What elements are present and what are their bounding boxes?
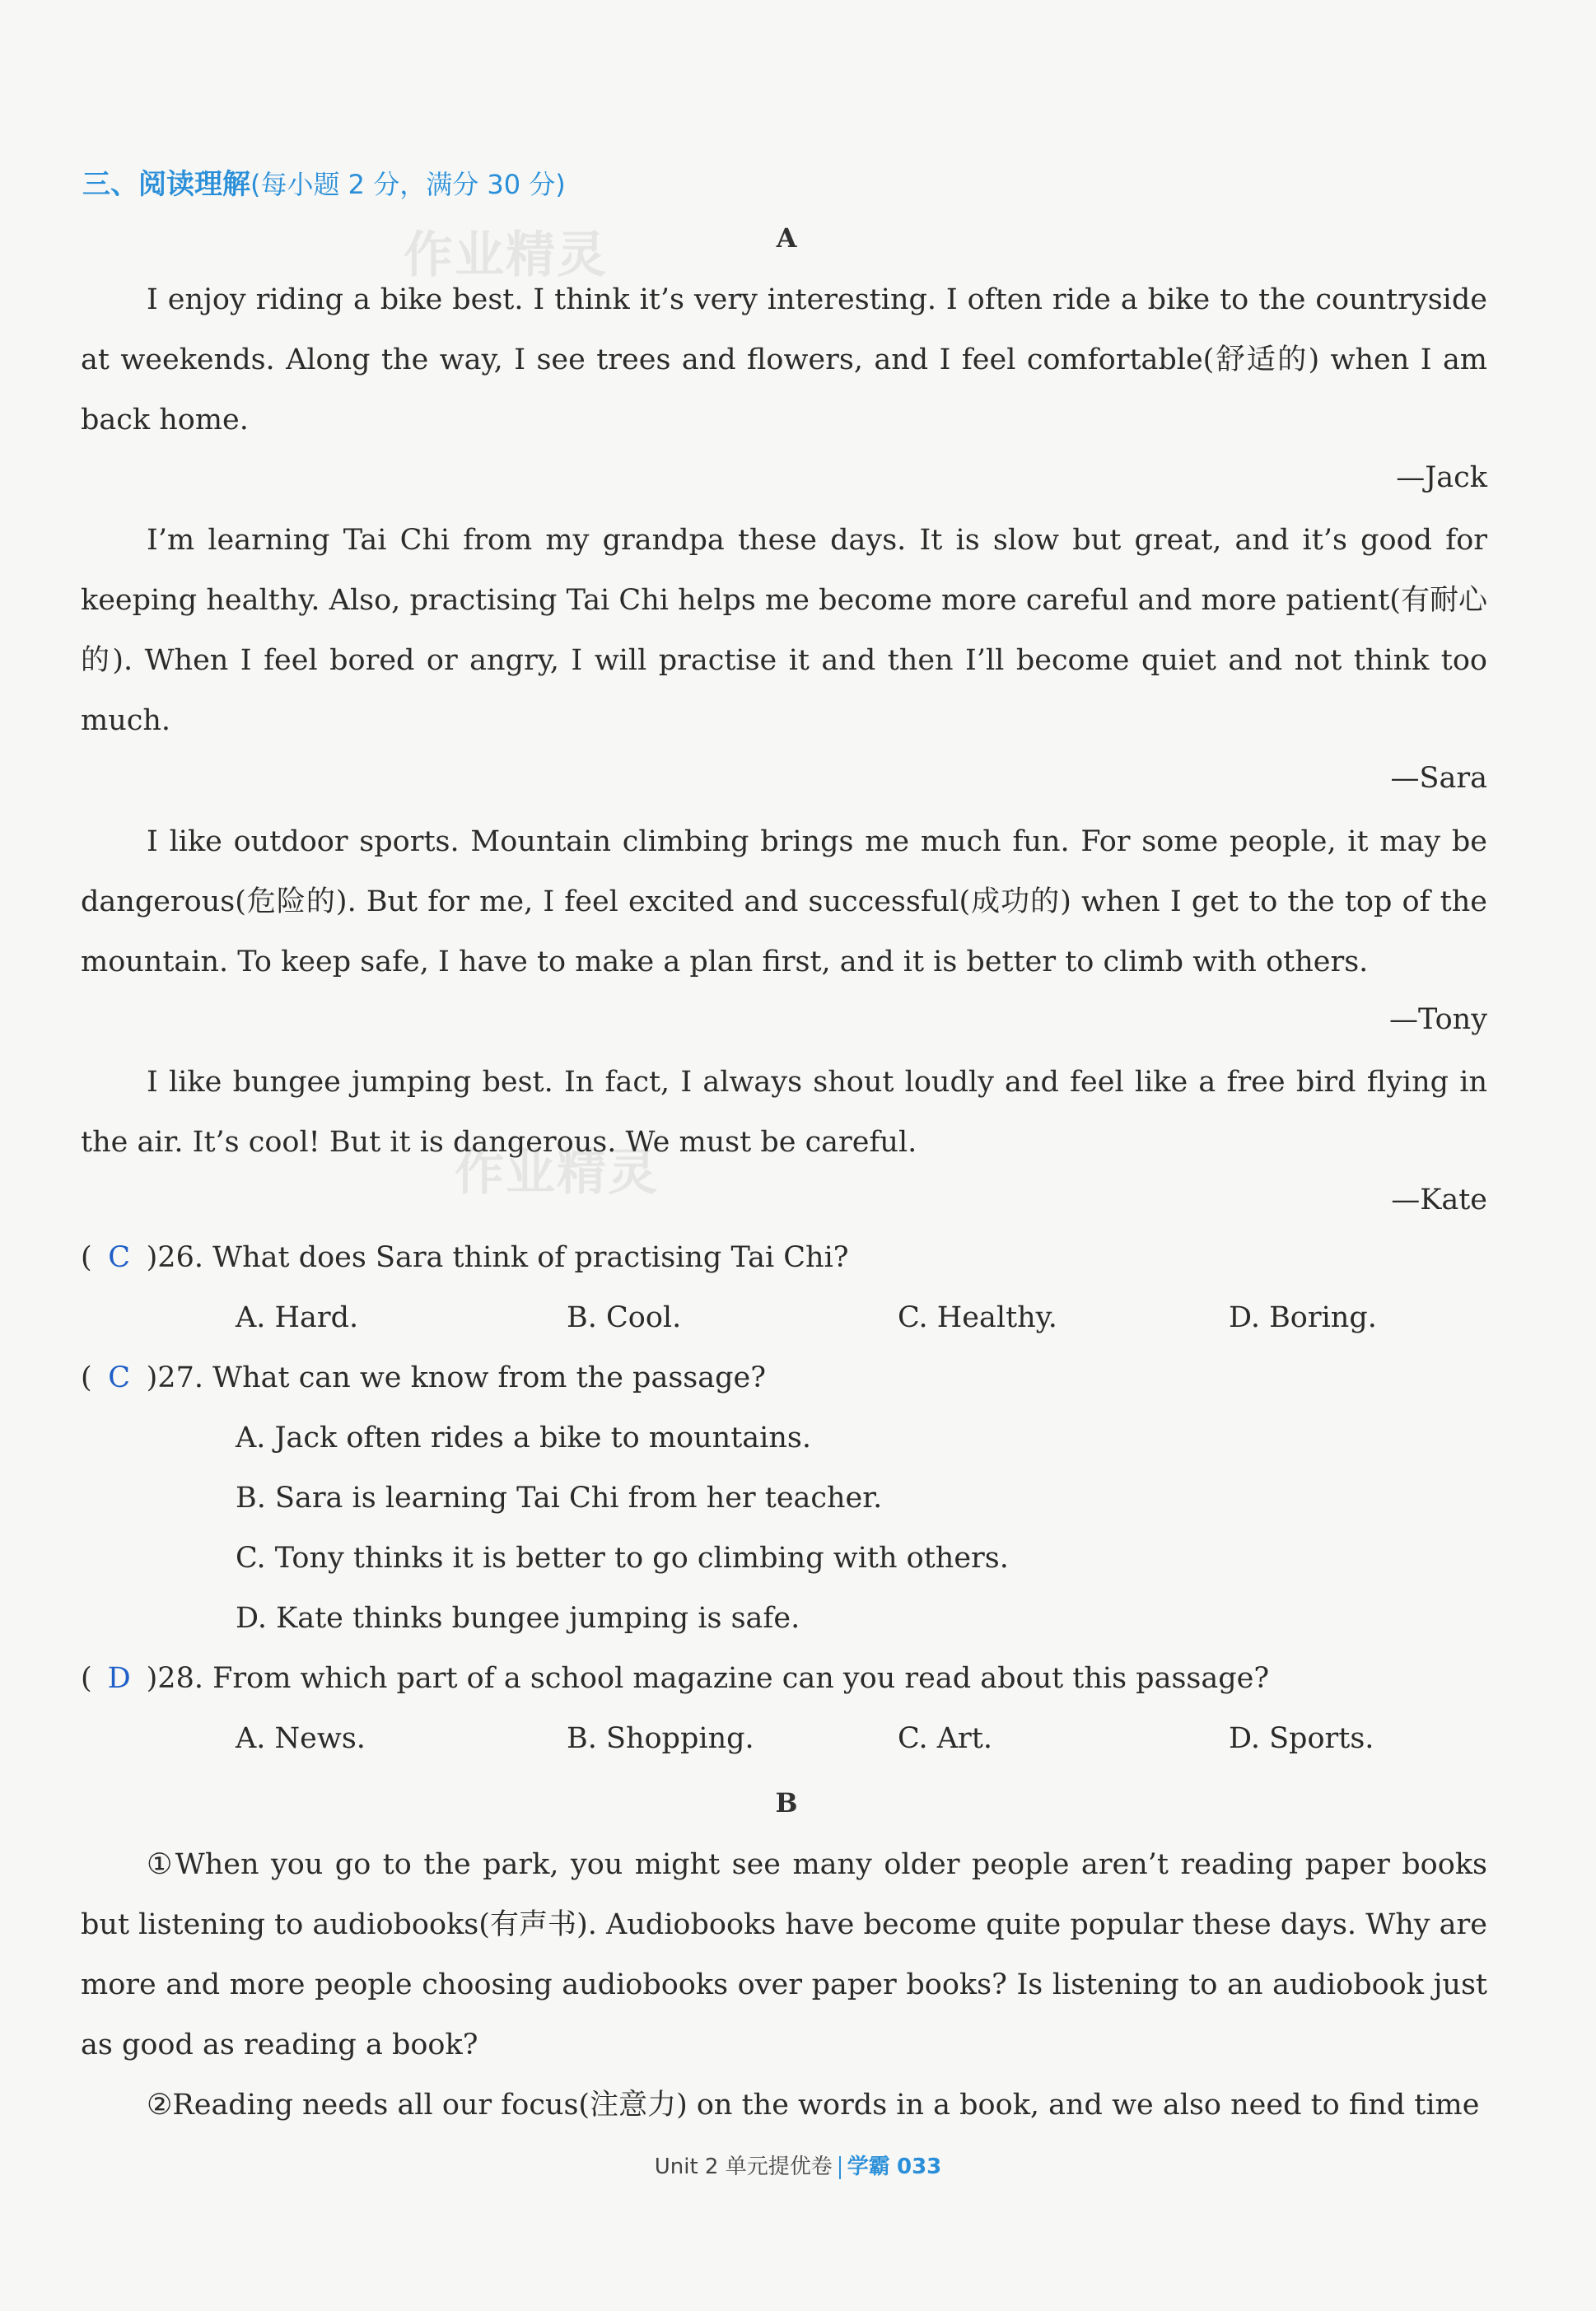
passage-signature: —Jack [1396,461,1487,494]
option: D. Sports. [1229,1722,1374,1755]
question-number: )27. [146,1361,203,1394]
passage-paragraph: ②Reading needs all our focus(注意力) on the words in a book, and we also need to find time [147,2089,1480,2122]
answer-mark: C [108,1361,131,1394]
option: C. Healthy. [898,1301,1057,1334]
passage-signature: —Kate [1391,1184,1487,1216]
passage-paragraph: I like outdoor sports. Mountain climbing brings me much fun. For some people, it may be dangerous(危险的). But for me, I feel excited and successful(成功的) when I get to the top of the mountain. To keep safe, I have to make a plan first, and it is better to climb with others. [81,825,1487,978]
section-score-note: (每小题 2 分，满分 30 分) [250,169,566,200]
part-a-label: A [776,222,797,254]
option: B. Sara is learning Tai Chi from her teacher. [236,1482,883,1515]
question-number: )26. [146,1241,203,1274]
passage-paragraph: ①When you go to the park, you might see many older people aren’t reading paper books but listening to audiobooks(有声书). Audiobooks have become quite popular these days. Why are more and more people choosing audiobooks over paper books? Is listening to an audiobook just as good as reading a book? [81,1848,1487,2061]
page-footer [0,2150,1596,2180]
question-text: From which part of a school magazine can you read about this passage? [212,1662,1270,1695]
passage-paragraph: I’m learning Tai Chi from my grandpa these days. It is slow but great, and it’s good for keeping healthy. Also, practising Tai Chi helps me become more careful and more patient(有耐心的). When I feel bored or angry, I will practise it and then I’ll become quiet and not think too much. [81,524,1487,737]
answer-mark: D [107,1662,131,1695]
section-title-text: 三、阅读理解 [82,168,250,201]
option: B. Cool. [567,1301,682,1334]
watermark: 作业精灵 [404,226,608,284]
passage-signature: —Sara [1390,762,1487,795]
page-number: 033 [897,2155,942,2179]
option: B. Shopping. [567,1722,754,1755]
question-27: ( C )27. What can we know from the passage? [81,1361,766,1394]
option: C. Art. [898,1722,992,1755]
footer-brand: 学霸 [847,2155,890,2179]
option: D. Boring. [1229,1301,1377,1334]
footer-divider [839,2156,841,2179]
passage-paragraph: I enjoy riding a bike best. I think it’s very interesting. I often ride a bike to the countryside at weekends. Along the way, I see trees and flowers, and I feel comfortable(舒适的) when I am back home. [81,283,1487,437]
watermark: 作业精灵 [455,1144,659,1202]
option: A. Hard. [236,1301,359,1334]
footer-unit: Unit 2 单元提优卷 [654,2155,833,2179]
question-text: What can we know from the passage? [212,1361,766,1394]
option: C. Tony thinks it is better to go climbing with others. [236,1542,1009,1575]
answer-mark: C [108,1241,131,1274]
question-28: ( D )28. From which part of a school magazine can you read about this passage? [81,1662,1270,1695]
passage-paragraph: I like bungee jumping best. In fact, I always shout loudly and feel like a free bird flying in the air. It’s cool! But it is dangerous. We must be careful. [81,1066,1487,1159]
section-title [82,161,566,202]
question-text: What does Sara think of practising Tai Chi? [212,1241,849,1274]
question-26: ( C )26. What does Sara think of practising Tai Chi? [81,1241,849,1274]
option: A. News. [236,1722,366,1755]
option: D. Kate thinks bungee jumping is safe. [236,1602,800,1635]
option: A. Jack often rides a bike to mountains. [236,1422,811,1454]
passage-signature: —Tony [1388,1003,1487,1036]
question-number: )28. [146,1662,203,1695]
part-b-label: B [775,1787,798,1818]
